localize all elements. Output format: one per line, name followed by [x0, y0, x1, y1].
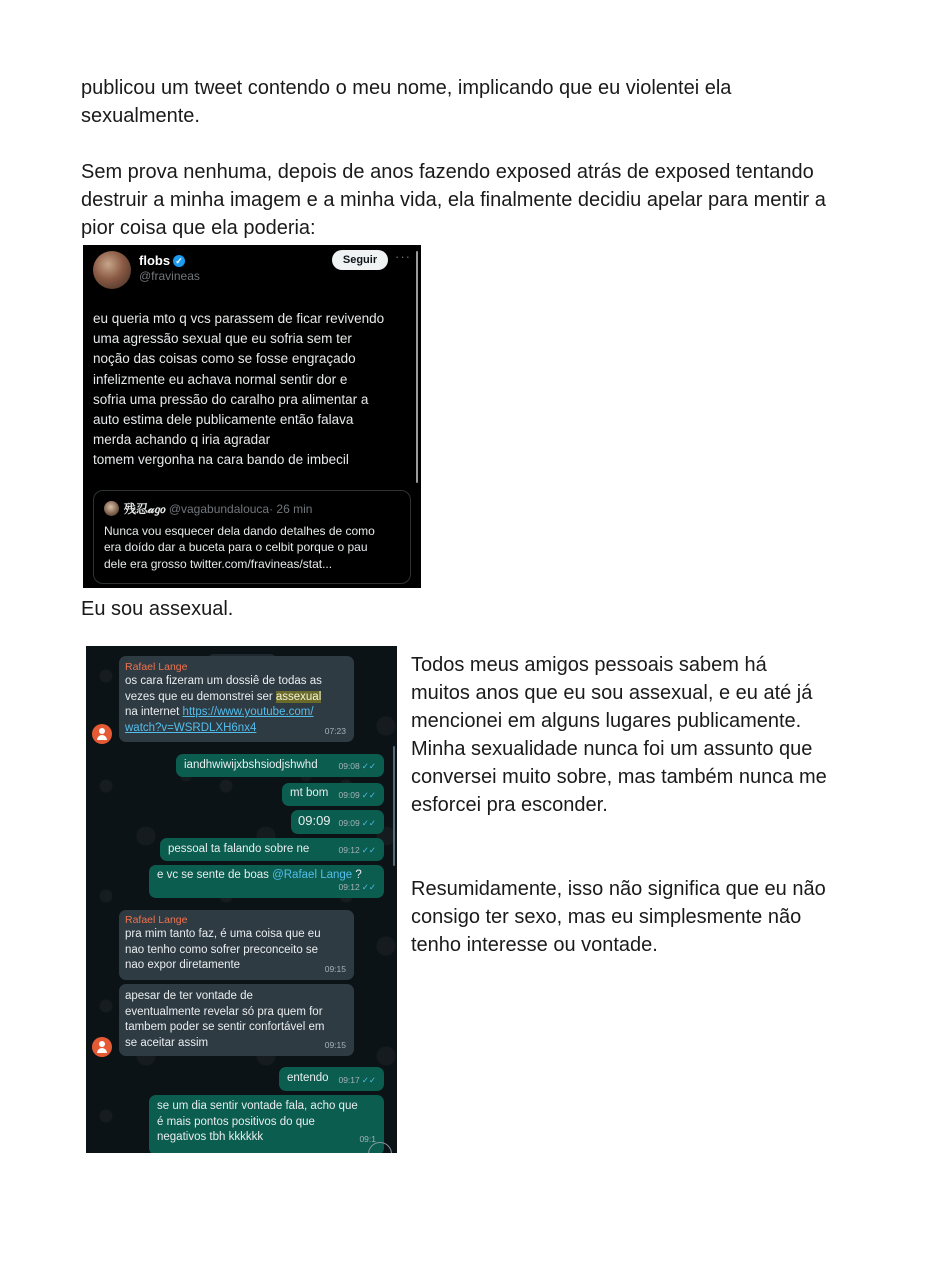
message-time: 09:15	[324, 963, 346, 974]
tweet-screenshot	[83, 245, 421, 588]
message-time: 07:23	[324, 725, 346, 736]
tweet-line: merda achando q iria agradar	[93, 432, 271, 448]
quoted-header	[124, 500, 312, 517]
message-line: nao tenho como sofrer preconceito se	[125, 943, 319, 956]
message-line: na internet https://www.youtube.com/	[125, 706, 314, 718]
read-ticks-icon: ✓✓	[361, 881, 376, 892]
tweet-line: auto estima dele publicamente então falava	[93, 412, 354, 428]
tweet-text	[93, 309, 413, 471]
message-line: tambem poder se sentir confortável em	[125, 1021, 325, 1033]
incoming-message[interactable]	[119, 984, 354, 1056]
read-ticks-icon: ✓✓	[361, 789, 376, 800]
highlighted-word: assexual	[275, 690, 322, 703]
user-mention[interactable]: @Rafael Lange	[272, 869, 353, 881]
quoted-avatar	[104, 501, 119, 516]
paragraph-friends: Todos meus amigos pessoais sabem há muitos anos que eu sou assexual, e eu até já mencionei em alguns lugares publicamente. Minha sexualidade nunca foi um assunto que conversei muito sobre, mas também nunca me esforcei pra esconder.	[411, 654, 827, 816]
message-text: mt bom	[290, 787, 329, 799]
follow-button[interactable]: Seguir	[332, 250, 388, 270]
verified-badge-icon: ✓	[173, 255, 185, 267]
message-meta	[338, 1073, 376, 1089]
youtube-link-cont[interactable]: watch?v=WSRDLXH6nx4	[125, 721, 257, 734]
message-line: se um dia sentir vontade fala, acho que	[157, 1100, 358, 1112]
read-ticks-icon: ✓✓	[361, 1074, 376, 1085]
tweet-line: tomem vergonha na cara bando de imbecil	[93, 452, 349, 468]
outgoing-message[interactable]	[291, 810, 384, 834]
message-text: pessoal ta falando sobre ne	[168, 843, 310, 855]
quoted-tweet[interactable]	[93, 490, 411, 584]
message-line: negativos tbh kkkkkk	[157, 1131, 264, 1143]
quoted-author-name: 残忍𝒶𝑔𝑜	[124, 502, 166, 516]
tweet-line: noção das coisas como se fosse engraçado	[93, 351, 356, 367]
chat-screenshot	[86, 646, 397, 1153]
message-meta	[338, 843, 376, 859]
tweet-line: uma agressão sexual que eu sofria sem ter	[93, 331, 352, 347]
message-time: 09:17	[338, 1074, 360, 1085]
quoted-text	[104, 523, 404, 572]
message-line: eventualmente revelar só pra quem for	[125, 1005, 323, 1018]
youtube-link[interactable]: https://www.youtube.com/	[182, 706, 314, 718]
read-ticks-icon: ✓✓	[361, 760, 376, 771]
quoted-line: Nunca vou esquecer dela dando detalhes de como	[104, 524, 375, 538]
quoted-line: dele era grosso twitter.com/fravineas/stat...	[104, 556, 333, 571]
message-text: iandhwiwijxbshsiodjshwhd	[184, 759, 318, 771]
incoming-message[interactable]	[119, 910, 354, 980]
read-ticks-icon: ✓✓	[361, 817, 376, 828]
paragraph-summary: Resumidamente, isso não significa que eu não consigo ter sexo, mas eu simplesmente não tenho interesse ou vontade.	[411, 878, 826, 956]
message-meta	[338, 788, 376, 804]
message-sender: Rafael Lange	[125, 661, 188, 673]
quoted-line: era doído dar a buceta para o celbit porque o pau	[104, 540, 368, 555]
message-line: apesar de ter vontade de	[125, 990, 253, 1002]
tweet-line: sofria uma pressão do caralho pra alimentar a	[93, 391, 369, 407]
paragraph-accusation: Sem prova nenhuma, depois de anos fazendo exposed atrás de exposed tentando destruir a minha imagem e a minha vida, ela finalmente decidiu apelar para mentir a pior coisa que ela poderia:	[81, 161, 826, 239]
message-time: 09:12	[338, 881, 360, 892]
tweet-scrollbar[interactable]	[416, 251, 418, 483]
paragraph-asexual: Eu sou assexual.	[81, 598, 234, 620]
scroll-down-button[interactable]	[368, 1142, 392, 1153]
tweet-line: eu queria mto q vcs parassem de ficar revivendo	[93, 311, 385, 326]
message-meta	[338, 816, 376, 832]
tweet-author	[139, 253, 185, 268]
outgoing-message[interactable]	[176, 754, 384, 777]
message-time: 09:08	[338, 760, 360, 771]
more-options-icon[interactable]: ···	[395, 249, 411, 264]
message-meta	[338, 880, 376, 896]
outgoing-message[interactable]	[149, 865, 384, 898]
message-time: 09:09	[338, 789, 360, 800]
message-text: entendo	[287, 1072, 329, 1084]
tweet-avatar	[93, 251, 131, 289]
outgoing-message[interactable]	[160, 838, 384, 861]
message-text: e vc se sente de boas @Rafael Lange ?	[157, 869, 362, 881]
outgoing-message[interactable]	[282, 783, 384, 806]
message-line: pra mim tanto faz, é uma coisa que eu	[125, 928, 321, 940]
paragraph-intro: publicou um tweet contendo o meu nome, implicando que eu violentei ela sexualmente.	[81, 77, 732, 127]
message-line: se aceitar assim	[125, 1036, 209, 1049]
tweet-line: infelizmente eu achava normal sentir dor e	[93, 371, 348, 387]
incoming-message[interactable]	[119, 656, 354, 742]
message-line: é mais pontos positivos do que	[157, 1115, 315, 1128]
contact-avatar-icon[interactable]	[92, 1037, 112, 1057]
read-ticks-icon: ✓✓	[361, 844, 376, 855]
message-time: 09:12	[338, 844, 360, 855]
message-text: 09:09	[298, 813, 331, 828]
message-time: 09:1	[359, 1133, 376, 1144]
message-line	[125, 721, 322, 737]
chat-scrollbar[interactable]	[393, 746, 395, 866]
message-line: nao expor diretamente	[125, 959, 241, 971]
quoted-time: · 26 min	[269, 502, 313, 516]
message-line: os cara fizeram um dossiê de todas as	[125, 675, 322, 687]
message-time: 09:09	[338, 817, 360, 828]
outgoing-message[interactable]	[149, 1095, 384, 1153]
quoted-handle: @vagabundalouca	[168, 502, 270, 516]
contact-avatar-icon[interactable]	[92, 724, 112, 744]
tweet-author-name: flobs	[139, 253, 171, 268]
message-line: vezes que eu demonstrei ser assexual	[125, 690, 322, 703]
message-sender: Rafael Lange	[125, 914, 188, 926]
message-meta	[338, 759, 376, 775]
tweet-handle: @fravineas	[139, 269, 200, 283]
message-time: 09:15	[324, 1039, 346, 1050]
outgoing-message[interactable]	[279, 1067, 384, 1091]
